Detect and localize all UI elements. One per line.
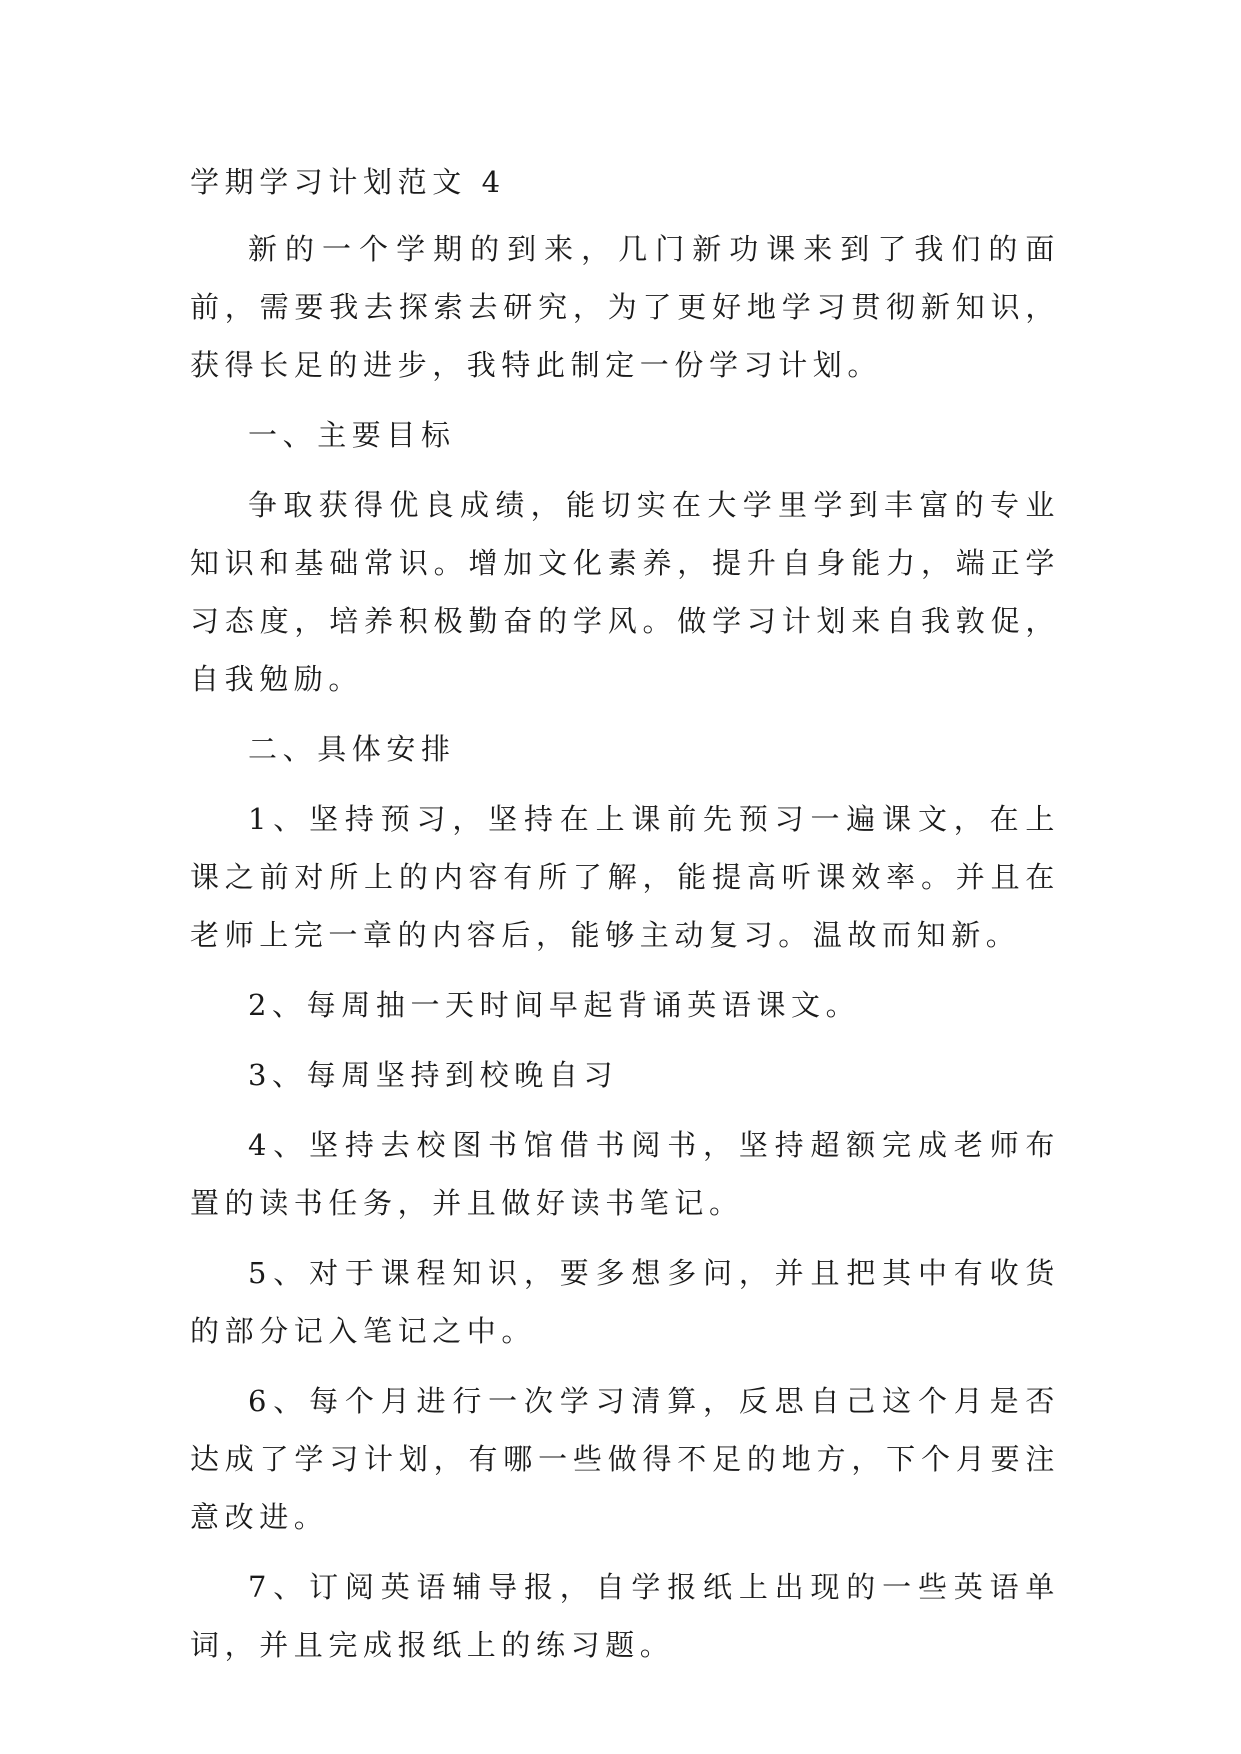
list-item: 4、坚持去校图书馆借书阅书，坚持超额完成老师布置的读书任务，并且做好读书笔记。 — [190, 1128, 1060, 1220]
list-item: 5、对于课程知识，要多想多问，并且把其中有收货的部分记入笔记之中。 — [190, 1256, 1060, 1348]
list-item: 3、每周坚持到校晚自习 — [248, 1058, 619, 1092]
list-item: 1、坚持预习，坚持在上课前先预习一遍课文，在上课之前对所上的内容有所了解，能提高听课效率。并且在老师上完一章的内容后，能够主动复习。温故而知新。 — [190, 802, 1060, 952]
list-item: 6、每个月进行一次学习清算，反思自己这个月是否达成了学习计划，有哪一些做得不足的地方，下个月要注意改进。 — [190, 1384, 1060, 1534]
paragraph-main-goals: 争取获得优良成绩，能切实在大学里学到丰富的专业知识和基础常识。增加文化素养，提升自身能力，端正学习态度，培养积极勤奋的学风。做学习计划来自我敦促，自我勉励。 — [190, 488, 1060, 696]
section-heading-main-goals: 一、主要目标 — [248, 418, 456, 452]
paragraph-intro: 新的一个学期的到来，几门新功课来到了我们的面前，需要我去探索去研究，为了更好地学习贯彻新知识，获得长足的进步，我特此制定一份学习计划。 — [190, 232, 1060, 382]
document-title: 学期学习计划范文 4 — [190, 165, 506, 199]
document-page — [190, 160, 1060, 1686]
list-item: 2、每周抽一天时间早起背诵英语课文。 — [248, 988, 861, 1022]
section-heading-arrangements: 二、具体安排 — [248, 732, 456, 766]
list-item: 7、订阅英语辅导报，自学报纸上出现的一些英语单词，并且完成报纸上的练习题。 — [190, 1570, 1060, 1662]
